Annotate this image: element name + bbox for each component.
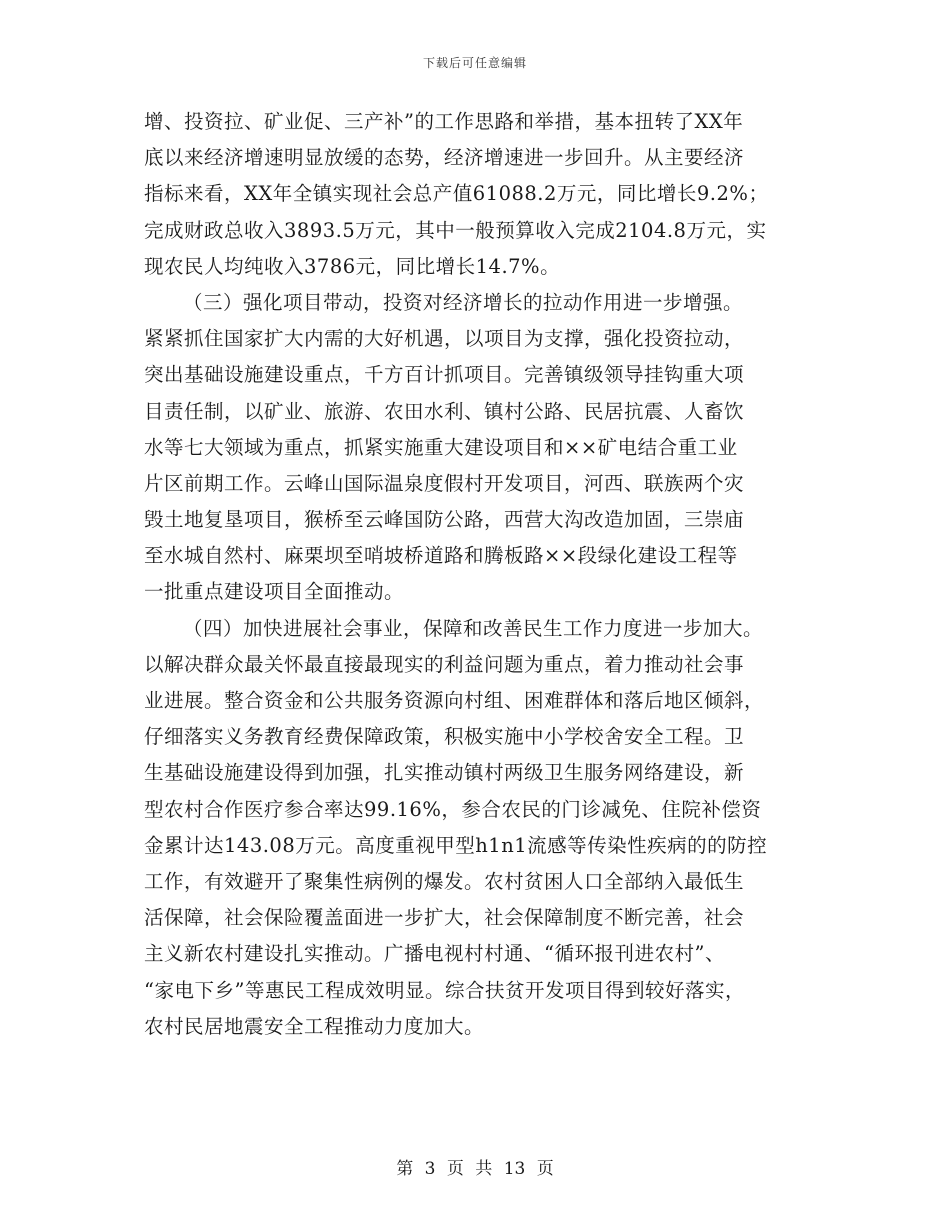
text-line: 金累计达143.08万元。高度重视甲型h1n1流感等传染性疾病的的防控	[144, 833, 768, 857]
text-line: 完成财政总收入3893.5万元，其中一般预算收入完成2104.8万元，实	[144, 218, 767, 242]
text-line: 型农村合作医疗参合率达99.16%，参合农民的门诊减免、住院补偿资	[144, 797, 762, 821]
text-line: “家电下乡”等惠民工程成效明显。综合扶贫开发项目得到较好落实，	[144, 978, 745, 1002]
text-line: 水等七大领域为重点，抓紧实施重大建设项目和××矿电结合重工业	[144, 435, 738, 459]
text-line: 现农民人均纯收入3786元，同比增长14.7%。	[144, 254, 561, 278]
paragraph	[144, 611, 814, 1045]
text-line: 突出基础设施建设重点，千方百计抓项目。完善镇级领导挂钩重大项	[144, 363, 745, 387]
text-line: 一批重点建设项目全面推动。	[144, 580, 405, 604]
paragraph	[144, 104, 814, 285]
text-line: 目责任制，以矿业、旅游、农田水利、镇村公路、民居抗震、人畜饮	[144, 399, 745, 423]
text-line: 片区前期工作。云峰山国际温泉度假村开发项目，河西、联族两个灾	[144, 471, 745, 495]
document-body	[144, 104, 814, 1045]
text-line: 增、投资拉、矿业促、三产补”的工作思路和举措，基本扭转了XX年	[144, 110, 744, 133]
text-line: 仔细落实义务教育经费保障政策，积极实施中小学校舍安全工程。卫	[144, 725, 745, 749]
text-line: 活保障，社会保险覆盖面进一步扩大，社会保障制度不断完善，社会	[144, 906, 745, 930]
text-line: 以解决群众最关怀最直接最现实的利益问题为重点，着力推动社会事	[144, 652, 745, 676]
text-line: 毁土地复垦项目，猴桥至云峰国防公路，西营大沟改造加固，三崇庙	[144, 508, 745, 532]
text-line: 主义新农村建设扎实推动。广播电视村村通、“循环报刊进农村”、	[144, 942, 725, 966]
text-line: 底以来经济增速明显放缓的态势，经济增速进一步回升。从主要经济	[144, 146, 745, 170]
text-line: 至水城自然村、麻栗坝至哨坡桥道路和腾板路××段绿化建设工程等	[144, 544, 738, 568]
text-line: 紧紧抓住国家扩大内需的大好机遇，以项目为支撑，强化投资拉动，	[144, 327, 745, 351]
text-line: （四）加快进展社会事业，保障和改善民生工作力度进一步加大。	[183, 616, 764, 640]
text-line: （三）强化项目带动，投资对经济增长的拉动作用进一步增强。	[183, 290, 744, 314]
text-line: 农村民居地震安全工程推动力度加大。	[144, 1014, 485, 1038]
text-line: 工作，有效避开了聚集性病例的爆发。农村贫困人口全部纳入最低生	[144, 869, 745, 893]
page-number-footer: 第 3 页 共 13 页	[396, 1159, 554, 1179]
page-header: 下载后可任意编辑	[422, 56, 527, 70]
paragraph	[144, 285, 814, 611]
text-line: 指标来看，XX年全镇实现社会总产值61088.2万元，同比增长9.2%；	[144, 182, 769, 206]
text-line: 生基础设施建设得到加强，扎实推动镇村两级卫生服务网络建设，新	[144, 761, 745, 785]
text-line: 业进展。整合资金和公共服务资源向村组、困难群体和落后地区倾斜，	[144, 689, 765, 712]
